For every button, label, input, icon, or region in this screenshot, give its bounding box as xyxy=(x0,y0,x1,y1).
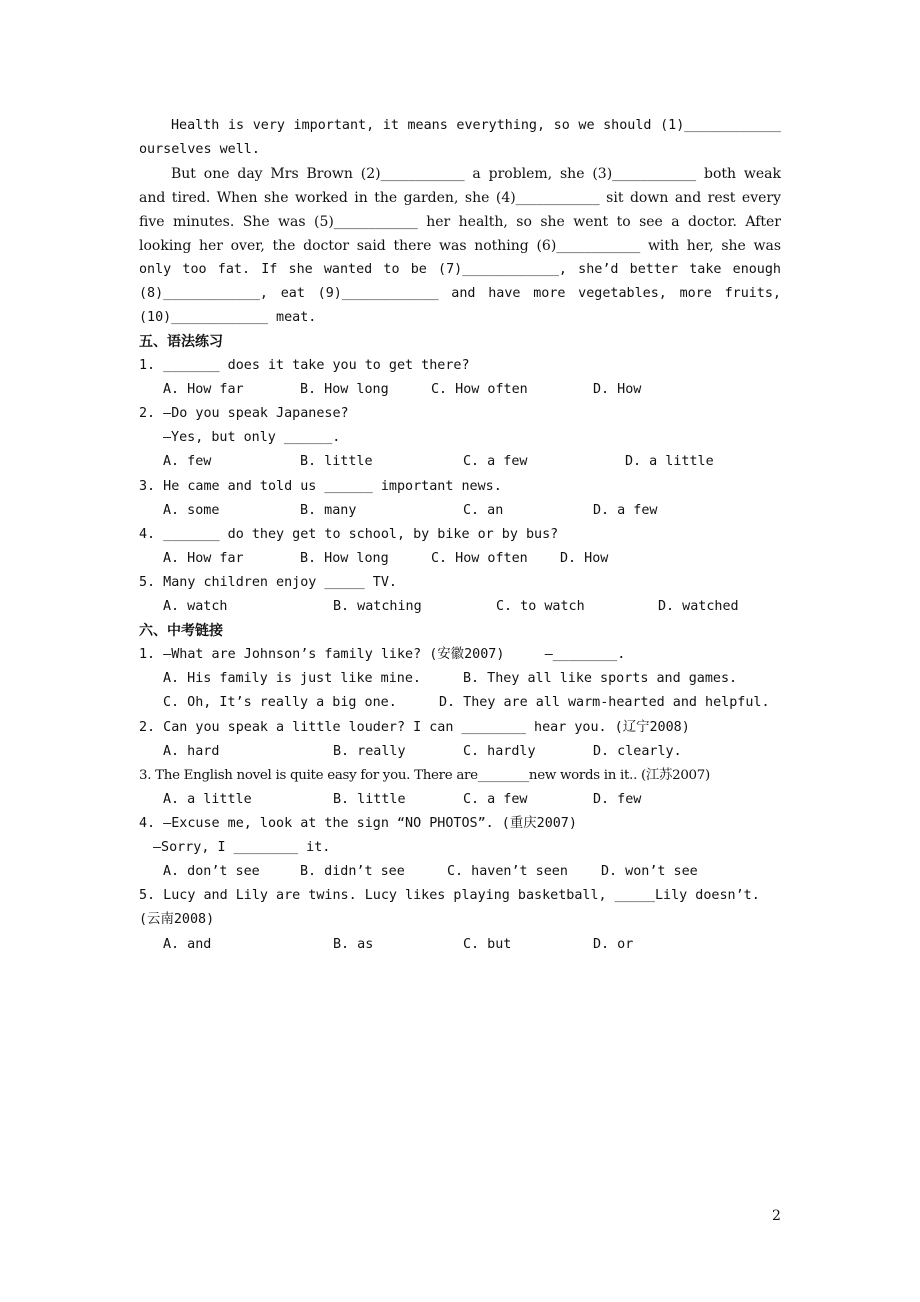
option-a: A. and xyxy=(163,937,212,952)
passage-line: Health is very important, it means everything, so we should (1)____________ xyxy=(171,118,781,133)
option-d: D. clearly. xyxy=(593,744,682,759)
option-a: A. His family is just like mine. xyxy=(163,671,421,686)
option-b: B. as xyxy=(333,937,374,952)
option-d: D. They are all warm-hearted and helpful. xyxy=(439,695,770,710)
option-b: B. many xyxy=(300,503,357,518)
option-a: A. don’t see xyxy=(163,864,260,879)
question-stem: 1. —What are Johnson’s family like? (安徽2007) —________. xyxy=(139,647,626,662)
question-stem: 4. _______ do they get to school, by bike or by bus? xyxy=(139,527,559,542)
question-stem-reply: —Sorry, I ________ it. xyxy=(153,840,331,855)
option-c: C. How often xyxy=(431,551,528,566)
passage-line: only too fat. If she wanted to be (7)____________, she’d better take enough xyxy=(139,262,781,277)
passage-line: five minutes. She was (5)____________ her health, so she went to see a doctor. After xyxy=(139,214,781,230)
options-row xyxy=(163,788,781,812)
option-d: D. How xyxy=(560,551,609,566)
option-c: C. but xyxy=(463,937,512,952)
section-heading: 六、中考链接 xyxy=(139,623,223,639)
option-c: C. haven’t seen xyxy=(447,864,568,879)
option-a: A. hard xyxy=(163,744,220,759)
options-row xyxy=(163,499,781,523)
option-a: A. few xyxy=(163,454,212,469)
option-b: B. How long xyxy=(300,382,389,397)
option-a: A. some xyxy=(163,503,220,518)
option-a: A. a little xyxy=(163,792,252,807)
question-source: (云南2008) xyxy=(139,912,215,927)
option-d: D. won’t see xyxy=(601,864,698,879)
option-a: A. watch xyxy=(163,599,228,614)
option-b: B. didn’t see xyxy=(300,864,405,879)
option-d: D. a few xyxy=(593,503,658,518)
option-b: B. They all like sports and games. xyxy=(463,671,738,686)
option-b: B. little xyxy=(333,792,406,807)
question-stem: 5. Lucy and Lily are twins. Lucy likes playing basketball, _____Lily doesn’t. xyxy=(139,888,760,903)
options-row xyxy=(163,547,781,571)
options-row xyxy=(163,378,781,402)
option-c: C. a few xyxy=(463,792,528,807)
option-d: D. How xyxy=(593,382,642,397)
section-heading: 五、语法练习 xyxy=(139,334,223,350)
question-stem-reply: —Yes, but only ______. xyxy=(163,430,341,445)
option-c: C. to watch xyxy=(496,599,585,614)
option-c: C. How often xyxy=(431,382,528,397)
option-a: A. How far xyxy=(163,551,244,566)
options-row xyxy=(163,740,781,764)
option-b: B. How long xyxy=(300,551,389,566)
options-row xyxy=(163,450,781,474)
option-a: A. How far xyxy=(163,382,244,397)
option-b: B. watching xyxy=(333,599,422,614)
question-stem: 1. _______ does it take you to get there? xyxy=(139,358,470,373)
option-d: D. watched xyxy=(658,599,739,614)
passage-line: (8)____________, eat (9)____________ and have more vegetables, more fruits, xyxy=(139,286,781,301)
option-d: D. few xyxy=(593,792,642,807)
question-stem: 2. —Do you speak Japanese? xyxy=(139,406,349,421)
passage-line: ourselves well. xyxy=(139,142,260,157)
passage-line: But one day Mrs Brown (2)____________ a problem, she (3)____________ both weak xyxy=(171,166,781,182)
option-b: B. little xyxy=(300,454,373,469)
question-stem: 3. He came and told us ______ important news. xyxy=(139,479,502,494)
passage-line: and tired. When she worked in the garden, she (4)____________ sit down and rest every xyxy=(139,190,781,206)
options-row xyxy=(163,667,781,691)
page-number: 2 xyxy=(772,1208,781,1224)
question-stem: 3. The English novel is quite easy for you. There are________new words in it.. (江苏2007) xyxy=(139,768,710,783)
options-row xyxy=(163,691,781,715)
option-d: D. a little xyxy=(625,454,714,469)
options-row xyxy=(163,860,781,884)
option-b: B. really xyxy=(333,744,406,759)
passage-line: (10)____________ meat. xyxy=(139,310,317,325)
options-row xyxy=(163,933,781,957)
option-c: C. an xyxy=(463,503,504,518)
option-c: C. hardly xyxy=(463,744,536,759)
question-stem: 4. —Excuse me, look at the sign “NO PHOTOS”. (重庆2007) xyxy=(139,816,577,831)
question-stem: 2. Can you speak a little louder? I can ________ hear you. (辽宁2008) xyxy=(139,720,690,735)
passage-line: looking her over, the doctor said there was nothing (6)____________ with her, she was xyxy=(139,238,781,254)
options-row xyxy=(163,595,781,619)
question-stem: 5. Many children enjoy _____ TV. xyxy=(139,575,397,590)
option-d: D. or xyxy=(593,937,634,952)
option-c: C. Oh, It’s really a big one. xyxy=(163,695,397,710)
option-c: C. a few xyxy=(463,454,528,469)
